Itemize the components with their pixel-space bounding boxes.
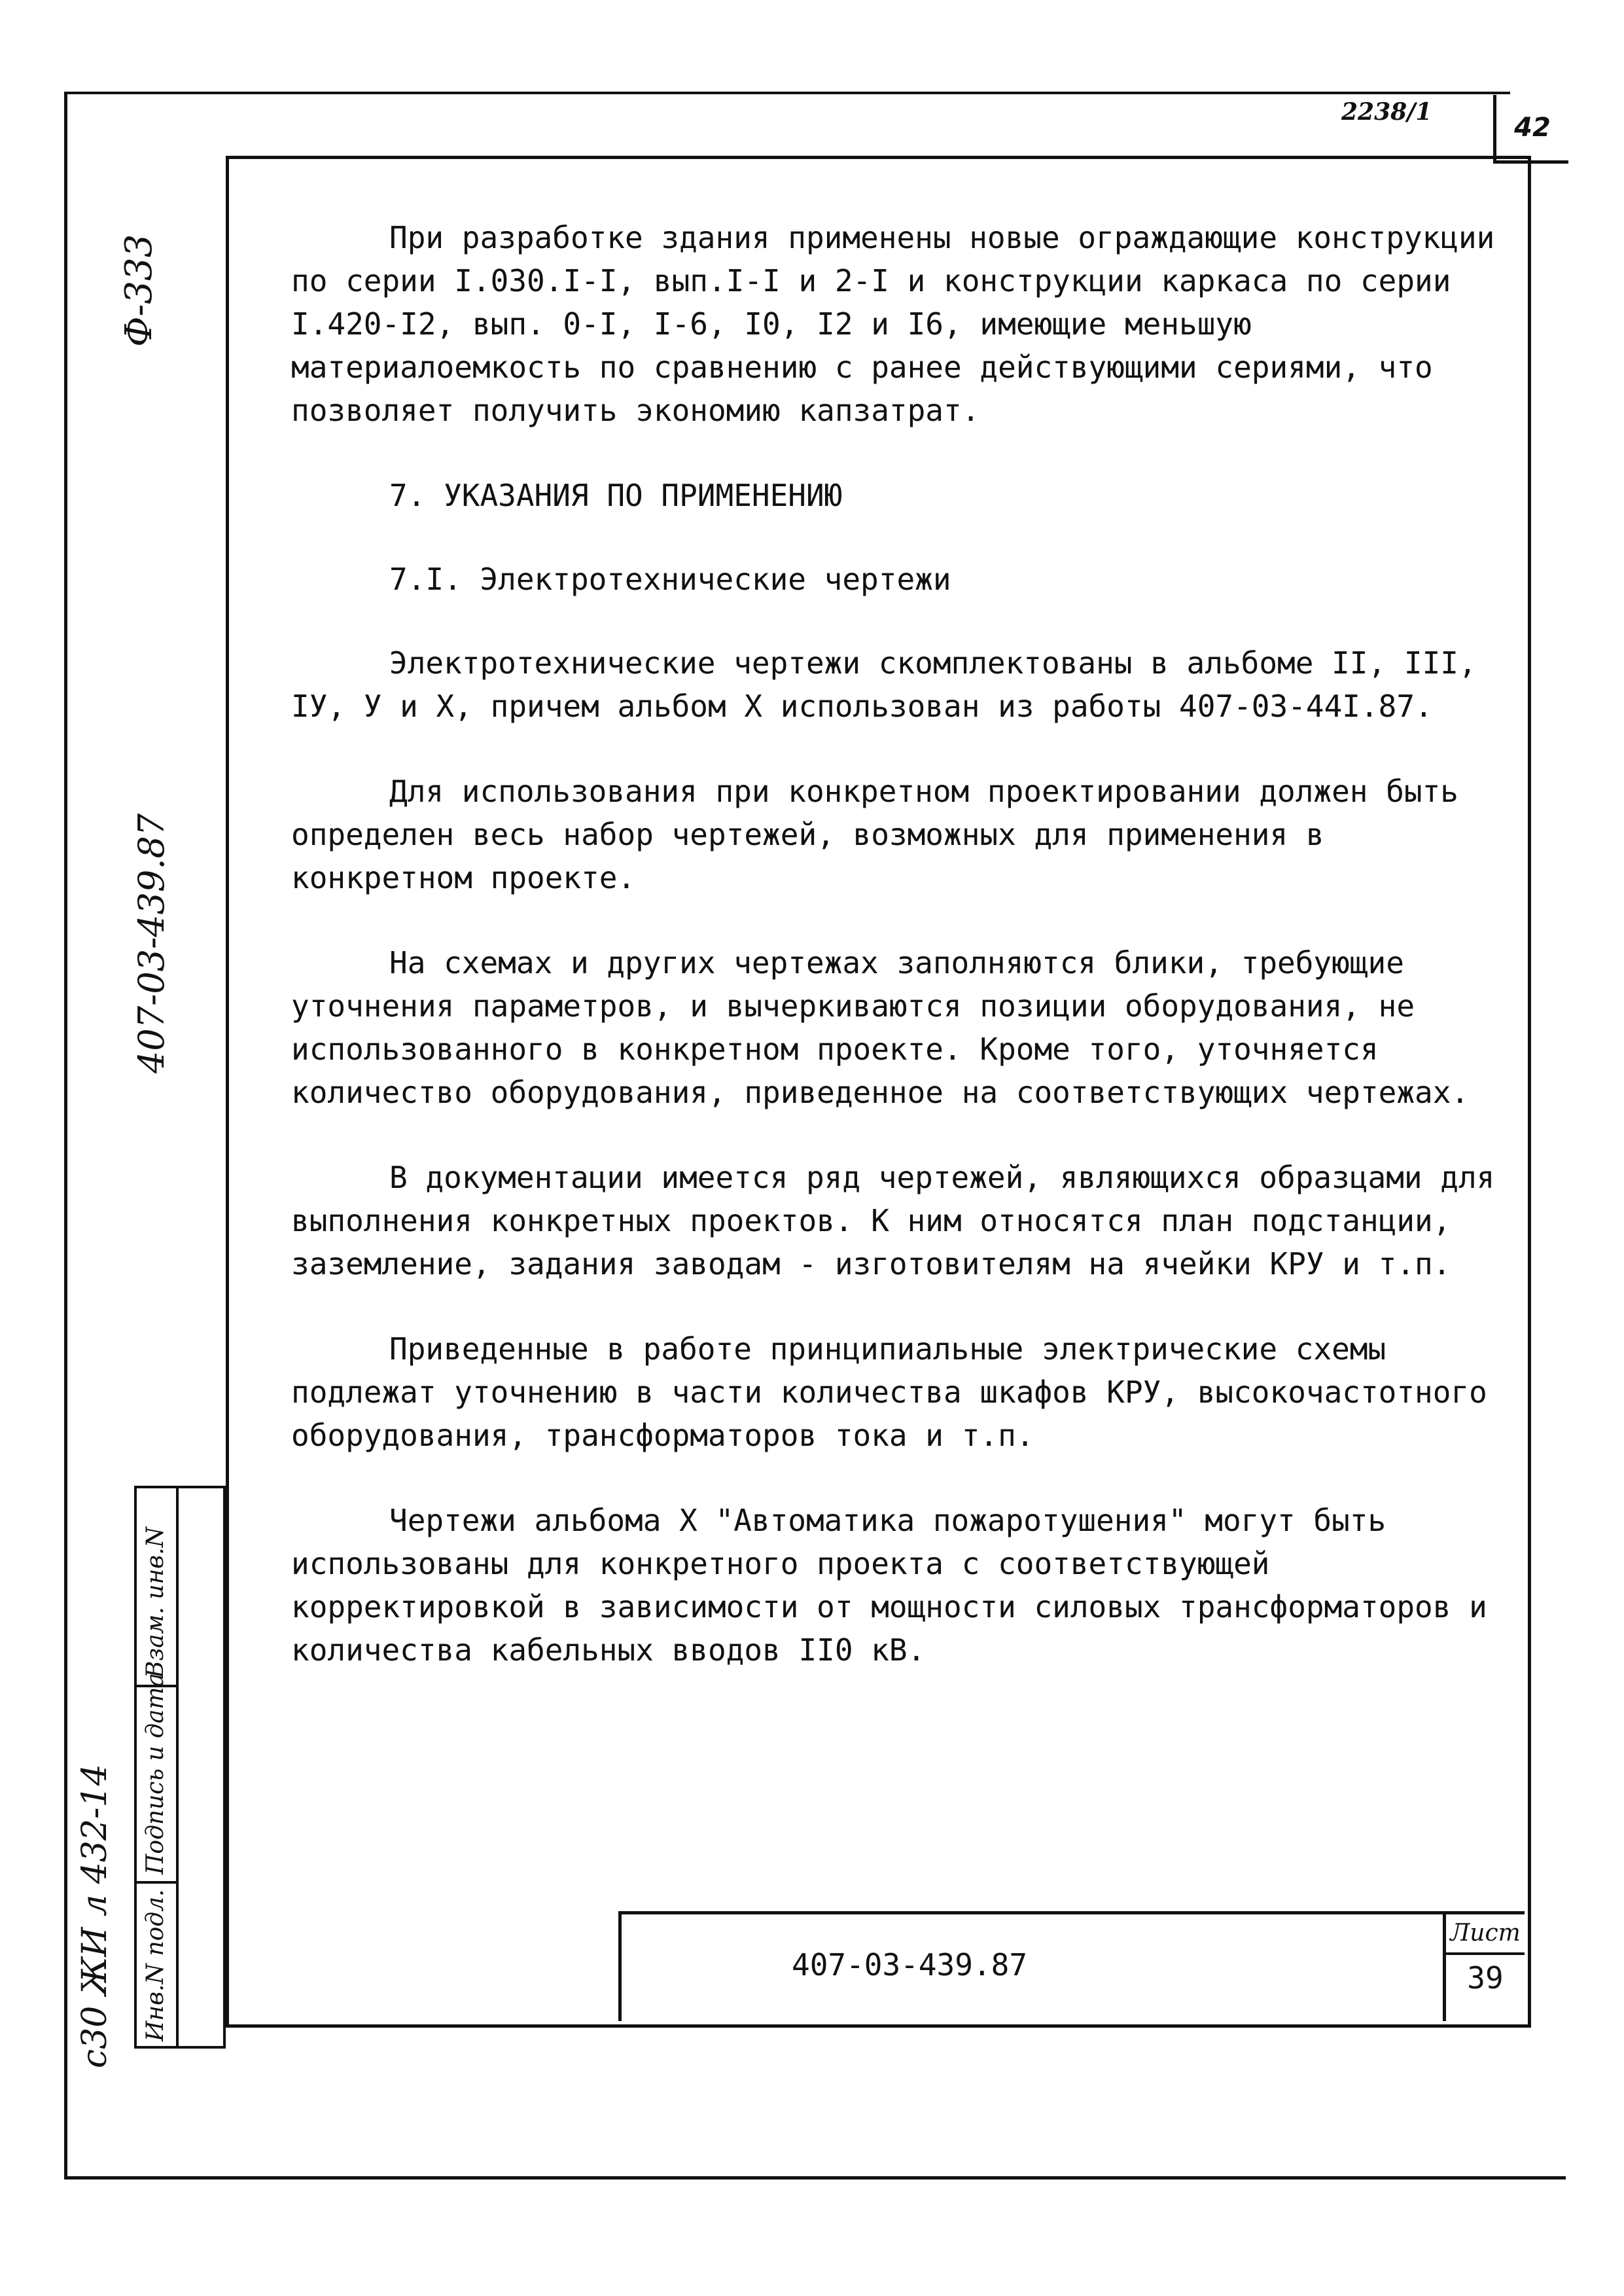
sheet-cell xyxy=(1443,1914,1525,2021)
strip-divider xyxy=(176,1488,179,2046)
paragraph: Чертежи альбома X "Автоматика пожаротушения" могут быть использованы для конкретного проекта с соответствующей корректировкой в зависимости от мощности силовых трансформаторов и количества кабельных вводов II0 кВ. xyxy=(291,1503,1487,1668)
subsection-heading: 7.I. Электротехнические чертежи xyxy=(389,562,951,597)
top-rule xyxy=(64,92,1510,94)
strip-label-inv-no: Инв.N подл. xyxy=(142,1889,169,2041)
section-heading: 7. УКАЗАНИЯ ПО ПРИМЕНЕНИЮ xyxy=(389,478,843,513)
paragraph: Для использования при конкретном проектировании должен быть определен весь набор чертежей, возможных для применения в конкретном проекте. xyxy=(291,774,1458,895)
paragraph: На схемах и других чертежах заполняются блики, требующие уточнения параметров, и вычеркиваются позиции оборудования, не использованного в конкретном проекте. Кроме того, уточняется количество оборудования, приведенное на соответствующих чертежах. xyxy=(291,945,1470,1110)
strip-label-replaces-inv: Взам. инв.N xyxy=(142,1526,169,1678)
approval-strip xyxy=(134,1486,226,2049)
margin-project-code: 407-03-439.87 xyxy=(131,813,172,1073)
paragraph: В документации имеется ряд чертежей, являющихся образцами для выполнения конкретных проектов. К ним относятся план подстанции, заземление, задания заводам - изготовителям на ячейки КРУ и т.п. xyxy=(291,1160,1495,1282)
paragraph: Электротехнические чертежи скомплектованы в альбоме II, III, IУ, У и X, причем альбом X использован из работы 407-03-44I.87. xyxy=(291,645,1477,724)
sheet-label: Лист xyxy=(1446,1914,1525,1955)
margin-inventory: с30 ЖИ л 432-14 xyxy=(75,1764,115,2068)
paragraph: При разработке здания применены новые ограждающие конструкции по серии I.030.I-I, вып.I-I и 2-I и конструкции каркаса по серии I.420-I2, вып. 0-I, I-6, I0, I2 и I6, имеющие меньшую материалоемкость по сравнению с ранее действующими сериями, что позволяет получить экономию капзатрат. xyxy=(291,220,1495,428)
sheet-corner-number: 42 xyxy=(1493,95,1568,164)
document-body xyxy=(291,216,1508,1713)
paragraph: Приведенные в работе принципиальные электрические схемы подлежат уточнению в части количества шкафов КРУ, высокочастотного оборудования, трансформаторов тока и т.п. xyxy=(291,1331,1487,1453)
title-block xyxy=(618,1911,1525,2021)
strip-row-divider xyxy=(137,1881,176,1884)
strip-label-signature-date: Подпись и дата xyxy=(142,1673,169,1874)
document-code: 407-03-439.87 xyxy=(792,1947,1028,1982)
sheet-number: 39 xyxy=(1467,1960,1504,1996)
handwritten-note: 2238/1 xyxy=(1341,98,1432,126)
series-stamp: Ф-333 xyxy=(118,234,160,347)
